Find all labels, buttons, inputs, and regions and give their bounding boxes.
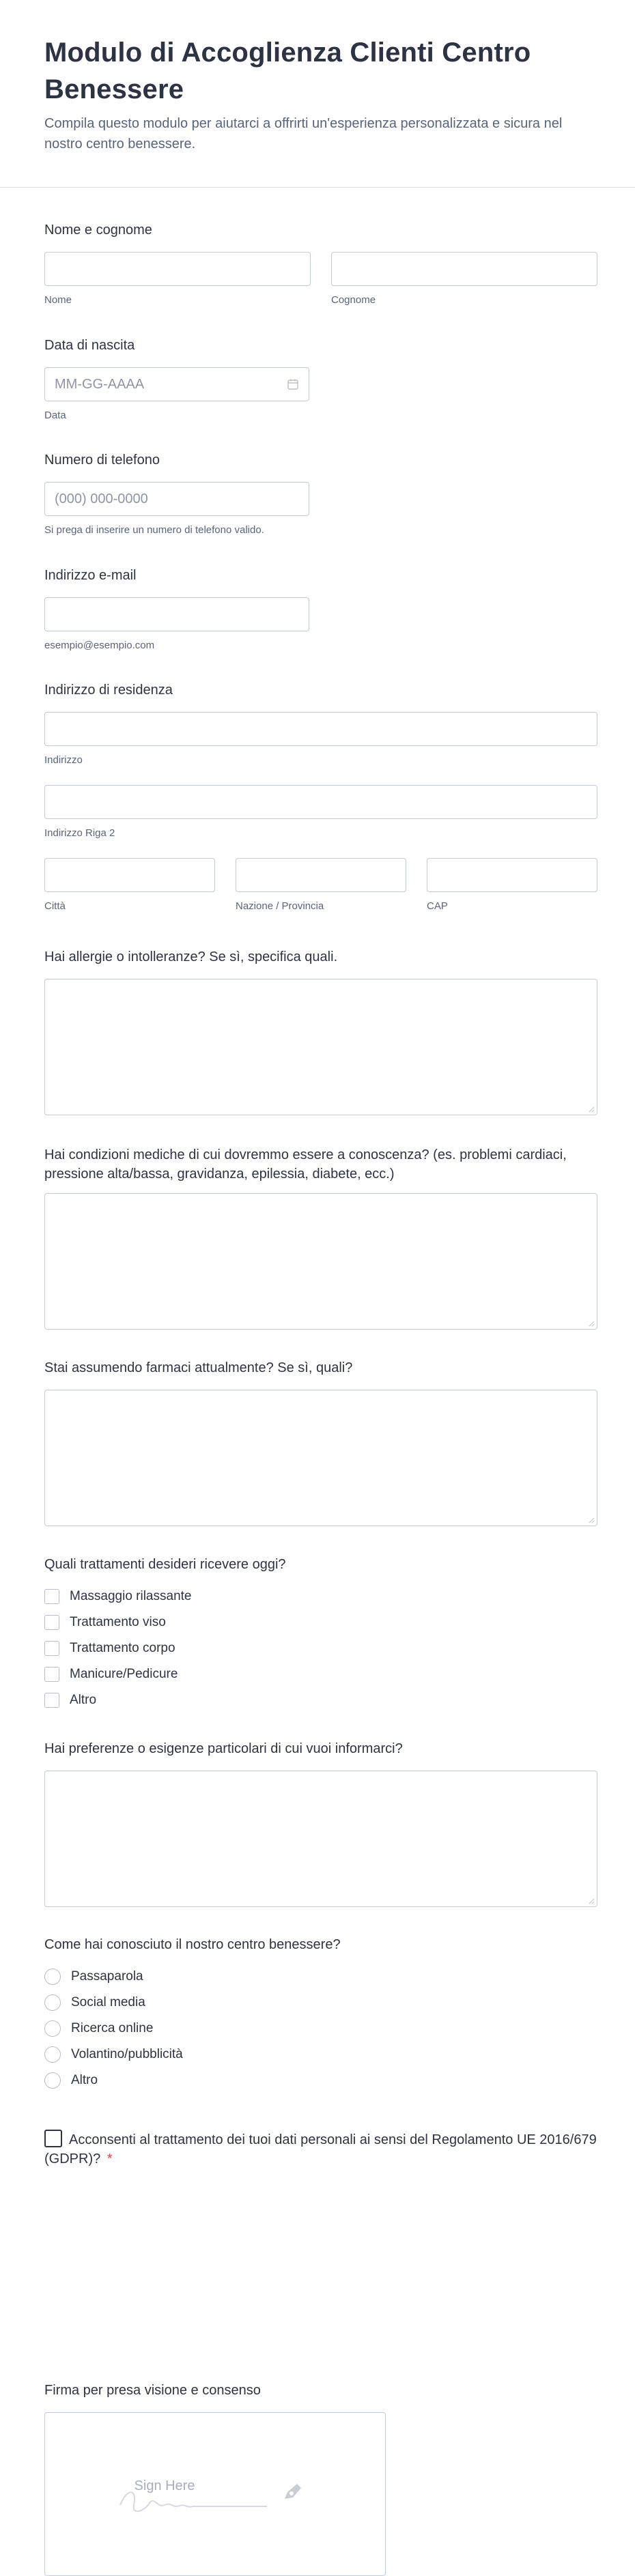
treatments-options [44, 1584, 597, 1713]
signature-label: Firma per presa visione e consenso [44, 2383, 261, 2398]
form-subtitle: Compila questo modulo per aiutarci a offrirti un'esperienza personalizzata e sicura nel nostro centro benessere. [44, 116, 563, 152]
source-option[interactable] [44, 2016, 597, 2042]
resize-grip-icon[interactable] [588, 1898, 595, 1904]
email-group [44, 566, 597, 651]
treatment-option[interactable] [44, 1635, 597, 1661]
city-input[interactable] [44, 858, 215, 892]
radio[interactable] [44, 2072, 61, 2089]
source-option[interactable] [44, 1964, 597, 1990]
allergies-label: Hai allergie o intolleranze? Se sì, specifica quali. [44, 949, 338, 964]
radio[interactable] [44, 1994, 61, 2011]
conditions-textarea[interactable] [44, 1193, 597, 1330]
source-option[interactable] [44, 2042, 597, 2067]
checkbox[interactable] [44, 1641, 59, 1656]
city-sublabel: Città [44, 900, 66, 912]
address-line2-input[interactable] [44, 785, 597, 819]
phone-group [44, 450, 597, 536]
option-label: Passaparola [71, 1969, 143, 1984]
medications-group [44, 1358, 597, 1526]
birth-date-group [44, 336, 597, 421]
birth-date-placeholder: MM-GG-AAAA [55, 376, 145, 392]
treatment-option[interactable] [44, 1687, 597, 1713]
form-title: Modulo di Accoglienza Clienti Centro Benessere [44, 38, 531, 104]
first-name-input[interactable] [44, 252, 311, 286]
birth-date-input[interactable] [44, 367, 309, 401]
address-line2-sublabel: Indirizzo Riga 2 [44, 827, 115, 839]
preferences-textarea[interactable] [44, 1771, 597, 1907]
address-group [44, 681, 597, 912]
checkbox[interactable] [44, 1693, 59, 1708]
signature-pad[interactable] [44, 2412, 386, 2576]
source-label: Come hai conosciuto il nostro centro benessere? [44, 1937, 341, 1952]
calendar-icon[interactable] [287, 378, 299, 390]
address-line1-input[interactable] [44, 712, 597, 746]
resize-grip-icon[interactable] [588, 1106, 595, 1113]
preferences-group [44, 1739, 597, 1907]
checkbox[interactable] [44, 1589, 59, 1604]
treatment-option[interactable] [44, 1584, 597, 1609]
treatment-option[interactable] [44, 1609, 597, 1635]
consent-checkbox[interactable] [44, 2130, 62, 2147]
allergies-group [44, 947, 597, 1115]
phone-sublabel: Si prega di inserire un numero di telefono valido. [44, 524, 264, 536]
radio[interactable] [44, 1969, 61, 1985]
signature-group [44, 2381, 597, 2576]
allergies-textarea[interactable] [44, 979, 597, 1115]
checkbox[interactable] [44, 1667, 59, 1682]
treatments-group [44, 1555, 597, 1713]
source-group [44, 1935, 597, 2093]
option-label: Altro [70, 1693, 97, 1707]
birth-date-label: Data di nascita [44, 338, 135, 353]
option-label: Massaggio rilassante [70, 1589, 192, 1603]
option-label: Trattamento viso [70, 1615, 166, 1629]
checkbox[interactable] [44, 1615, 59, 1630]
treatments-label: Quali trattamenti desideri ricevere oggi? [44, 1557, 286, 1572]
sign-here-hint: Sign Here [134, 2478, 195, 2493]
radio[interactable] [44, 2020, 61, 2037]
option-label: Volantino/pubblicità [71, 2047, 183, 2061]
option-label: Altro [71, 2073, 98, 2087]
state-sublabel: Nazione / Provincia [236, 900, 324, 912]
form-header [0, 0, 635, 188]
name-label: Nome e cognome [44, 223, 152, 238]
zip-input[interactable] [427, 858, 597, 892]
resize-grip-icon[interactable] [588, 1517, 595, 1523]
consent-label: Acconsenti al trattamento dei tuoi dati personali ai sensi del Regolamento UE 2016/679 (GDPR)? [44, 2132, 597, 2166]
address-line1-sublabel: Indirizzo [44, 754, 83, 766]
pen-icon [281, 2480, 305, 2504]
consent-group[interactable] [44, 2130, 597, 2169]
option-label: Social media [71, 1995, 145, 2009]
medications-textarea[interactable] [44, 1390, 597, 1526]
phone-placeholder: (000) 000-0000 [55, 491, 148, 506]
email-label: Indirizzo e-mail [44, 568, 137, 583]
email-sublabel: esempio@esempio.com [44, 640, 155, 651]
resize-grip-icon[interactable] [588, 1320, 595, 1327]
email-input[interactable] [44, 597, 309, 631]
phone-label: Numero di telefono [44, 453, 160, 468]
zip-sublabel: CAP [427, 900, 448, 912]
first-name-sublabel: Nome [44, 294, 72, 306]
birth-date-sublabel: Data [44, 410, 66, 421]
name-field-group [44, 220, 597, 306]
last-name-sublabel: Cognome [331, 294, 376, 306]
preferences-label: Hai preferenze o esigenze particolari di cui vuoi informarci? [44, 1741, 403, 1756]
treatment-option[interactable] [44, 1661, 597, 1687]
source-options [44, 1964, 597, 2093]
last-name-input[interactable] [331, 252, 597, 286]
phone-input[interactable] [44, 482, 309, 516]
source-option[interactable] [44, 2067, 597, 2093]
option-label: Manicure/Pedicure [70, 1667, 178, 1681]
source-option[interactable] [44, 1990, 597, 2016]
conditions-label: Hai condizioni mediche di cui dovremmo essere a conoscenza? (es. problemi cardiaci, pressione alta/bassa, gravidanza, epilessia, diabete, ecc.) [44, 1147, 567, 1182]
option-label: Ricerca online [71, 2021, 154, 2035]
address-label: Indirizzo di residenza [44, 683, 173, 698]
conditions-group [44, 1145, 597, 1330]
state-input[interactable] [236, 858, 406, 892]
medications-label: Stai assumendo farmaci attualmente? Se sì, quali? [44, 1360, 353, 1375]
option-label: Trattamento corpo [70, 1641, 175, 1655]
required-mark: * [107, 2151, 113, 2166]
radio[interactable] [44, 2046, 61, 2063]
